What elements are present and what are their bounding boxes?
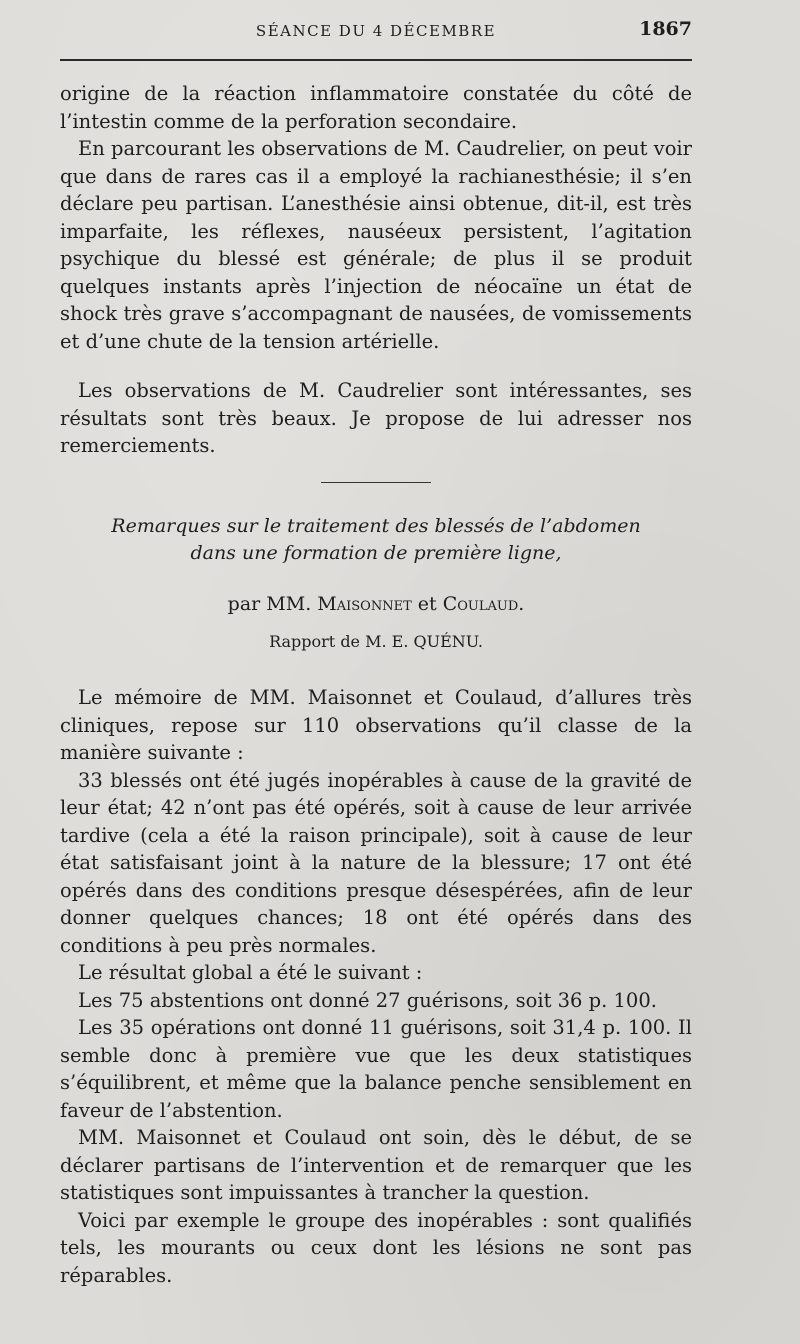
section-authors (60, 591, 692, 618)
authors-prefix: par MM. (227, 593, 312, 615)
paragraph: Les 75 abstentions ont donné 27 guérisons, soit 36 p. 100. (78, 988, 657, 1012)
paragraph: origine de la réaction inflammatoire constatée du côté de l’intestin comme de la perforation secondaire. (60, 82, 692, 133)
section-title (60, 513, 692, 567)
authors-join: et (417, 593, 437, 615)
section-title-line: dans une formation de première ligne, (190, 542, 562, 564)
body-text (60, 80, 692, 1289)
paragraph: En parcourant les observations de M. Caudrelier, on peut voir que dans de rares cas il a employé la rachianesthésie; il s’en déclare peu partisan. L’anesthésie ainsi obtenue, dit-il, est très imparfaite, les réflexes, nauséeux persistent, l’agitation psychique du blessé est générale; de plus il se produit quelques instants après l’injection de néocaïne un état de shock très grave s’accompagnant de nausées, de vomissements et d’une chute de la tension artérielle. (60, 137, 692, 353)
paragraph: Voici par exemple le groupe des inopérables : sont qualifiés tels, les mourants ou ceux dont les lésions ne sont pas réparables. (60, 1208, 692, 1287)
paragraph: Le résultat global a été le suivant : (78, 961, 423, 984)
header-rule (60, 59, 692, 61)
author-name: Coulaud. (442, 593, 525, 615)
paragraph: 33 blessés ont été jugés inopérables à cause de la gravité de leur état; 42 n’ont pas été opérés, soit à cause de leur arrivée tardive (cela a été la raison principale), soit à cause de leur état satisfaisant joint à la nature de la blessure; 17 ont été opérés dans des conditions presque désespérées, afin de leur donner quelques chances; 18 ont été opérés dans des conditions à peu près normales. (60, 768, 692, 957)
paragraph: Le mémoire de MM. Maisonnet et Coulaud, d’allures très cliniques, repose sur 110 observations qu’il classe de la manière suivante : (60, 686, 692, 764)
section-title-line: Remarques sur le traitement des blessés de l’abdomen (111, 515, 641, 537)
author-name: Maisonnet (317, 593, 412, 615)
paragraph: MM. Maisonnet et Coulaud ont soin, dès le début, de se déclarer partisans de l’intervention et de remarquer que les statistiques sont impuissantes à trancher la question. (60, 1126, 692, 1204)
page-number: 1867 (639, 18, 692, 40)
paragraph: Les 35 opérations ont donné 11 guérisons, soit 31,4 p. 100. Il semble donc à première vue que les deux statistiques s’équilibrent, et même que la balance penche sensiblement en faveur de l’abstention. (60, 1016, 692, 1122)
paragraph: Les observations de M. Caudrelier sont intéressantes, ses résultats sont très beaux. Je propose de lui adresser nos remerciements. (60, 379, 692, 457)
section-divider (321, 482, 431, 484)
running-header (60, 18, 692, 44)
report-byline: Rapport de M. E. QUÉNU. (269, 632, 483, 651)
header-title: SÉANCE DU 4 DÉCEMBRE (255, 22, 497, 40)
